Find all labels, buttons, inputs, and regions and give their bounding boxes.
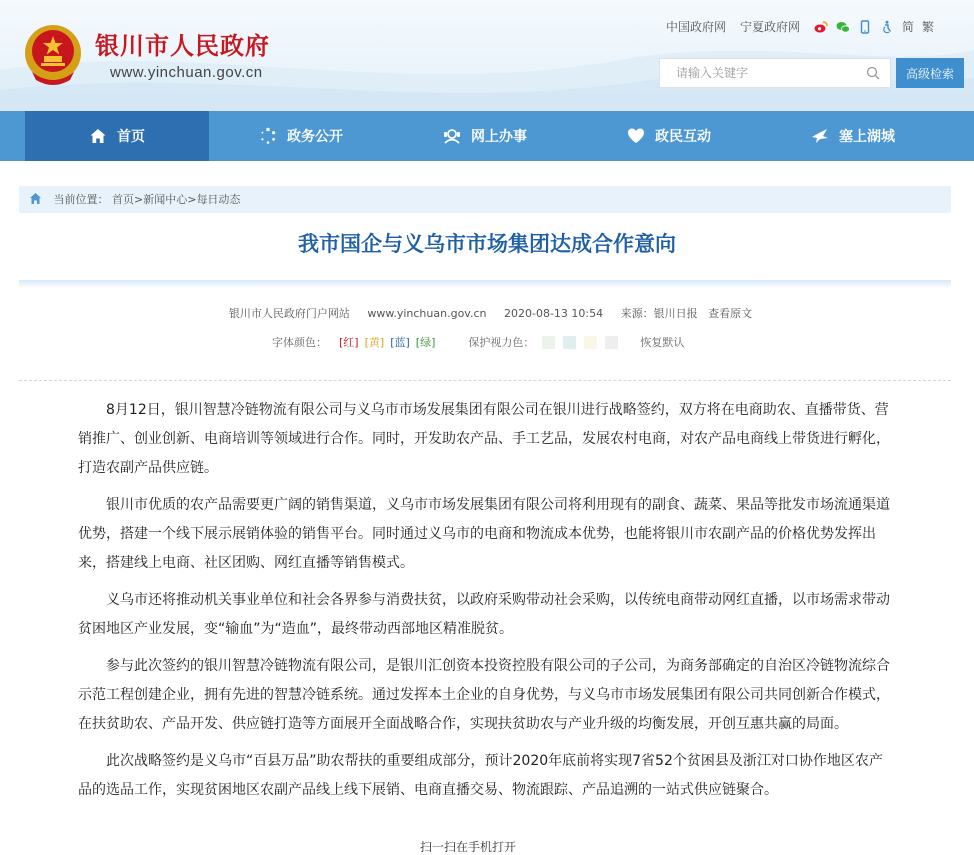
national-emblem-logo bbox=[22, 22, 84, 88]
article-paragraph: 8月12日，银川智慧冷链物流有限公司与义乌市市场发展集团有限公司在银川进行战略签约，双方将在电商助农、直播带货、营销推广、创业创新、电商培训等领域进行合作。同时，开发助农产品、手工艺品，发展农村电商，对农产品电商线上带货进行孵化，打造农副产品供应链。 bbox=[78, 402, 890, 476]
top-links bbox=[666, 18, 934, 35]
reset-default-link[interactable]: 恢复默认 bbox=[640, 336, 685, 349]
font-color-label: 字体颜色： bbox=[272, 336, 327, 349]
accessibility-icon[interactable] bbox=[880, 20, 894, 34]
location-home-icon bbox=[29, 192, 42, 205]
search-input[interactable] bbox=[660, 59, 866, 87]
nav-item-label: 政民互动 bbox=[655, 129, 711, 145]
eye-swatch-cream[interactable] bbox=[584, 336, 597, 349]
title-underline bbox=[19, 280, 951, 288]
site-header bbox=[0, 0, 974, 111]
nav-item-interaction[interactable] bbox=[577, 111, 761, 161]
breadcrumb bbox=[19, 186, 951, 213]
breadcrumb-prefix: 当前位置： bbox=[53, 193, 109, 206]
article-paragraph: 参与此次签约的银川智慧冷链物流有限公司，是银川汇创资本投资控股有限公司的子公司，为商务部确定的自治区冷链物流综合示范工程创建企业，拥有先进的智慧冷链系统。通过发挥本土企业的自身优势，与义乌市市场发展集团有限公司共同创新合作模式，在扶贫助农、产品开发、供应链打造等方面展开全面战略合作，实现扶贫助农与产业升级的均衡发展，开创互惠共赢的局面。 bbox=[78, 658, 890, 732]
heart-hands-icon bbox=[627, 127, 645, 145]
breadcrumb-news-center[interactable]: 新闻中心 bbox=[143, 193, 188, 206]
nav-item-label: 塞上湖城 bbox=[839, 129, 895, 145]
meta-url: www.yinchuan.gov.cn bbox=[367, 307, 487, 320]
search-icon[interactable] bbox=[866, 66, 880, 80]
nav-item-open-government[interactable] bbox=[209, 111, 393, 161]
lang-traditional[interactable]: 繁 bbox=[921, 20, 934, 34]
meta-datetime: 2020-08-13 10:54 bbox=[503, 307, 604, 320]
font-color-blue[interactable]: [蓝] bbox=[390, 336, 410, 349]
nav-item-online-service[interactable] bbox=[393, 111, 577, 161]
font-color-yellow[interactable]: [黄] bbox=[364, 336, 385, 349]
link-china-gov[interactable]: 中国政府网 bbox=[665, 20, 726, 34]
eye-swatch-green[interactable] bbox=[542, 336, 555, 349]
dots-ring-icon bbox=[259, 127, 277, 145]
view-original-link[interactable]: 查看原文 bbox=[708, 307, 753, 320]
nav-item-label: 政务公开 bbox=[287, 129, 343, 145]
eye-protect-label: 保护视力色： bbox=[468, 336, 535, 349]
breadcrumb-daily-news[interactable]: 每日动态 bbox=[196, 193, 241, 206]
nav-item-label: 网上办事 bbox=[471, 129, 527, 145]
font-color-green[interactable]: [绿] bbox=[415, 336, 436, 349]
bird-icon bbox=[811, 127, 829, 145]
search-box bbox=[659, 58, 891, 88]
article-body bbox=[78, 396, 894, 813]
lang-simplified[interactable]: 简 bbox=[901, 20, 914, 34]
nav-item-home[interactable] bbox=[25, 111, 209, 161]
scan-qr-note[interactable]: 扫一扫在手机打开 bbox=[420, 840, 517, 854]
article-title: 我市国企与义乌市市场集团达成合作意向 bbox=[298, 232, 676, 256]
meta-publisher: 银川市人民政府门户网站 bbox=[228, 307, 350, 320]
nav-item-label: 首页 bbox=[117, 129, 145, 145]
breadcrumb-separator: > bbox=[134, 193, 144, 206]
breadcrumb-home[interactable]: 首页 bbox=[112, 193, 134, 206]
eye-swatch-gray[interactable] bbox=[605, 336, 618, 349]
breadcrumb-separator: > bbox=[187, 193, 197, 206]
home-icon bbox=[89, 127, 107, 145]
nav-item-lake-city[interactable] bbox=[761, 111, 945, 161]
service-icon bbox=[443, 127, 461, 145]
article-paragraph: 银川市优质的农产品需要更广阔的销售渠道，义乌市市场发展集团有限公司将利用现有的副食、蔬菜、果品等批发市场流通渠道优势，搭建一个线下展示展销体验的销售平台。同时通过义乌市的电商和物流成本优势，也能将银川市农副产品的价格优势发挥出来，搭建线上电商、社区团购、网红直播等销售模式。 bbox=[78, 497, 890, 571]
advanced-search-button[interactable]: 高级检索 bbox=[896, 58, 964, 88]
main-nav bbox=[0, 111, 974, 161]
article-paragraph: 此次战略签约是义乌市“百县万品”助农帮扶的重要组成部分，预计2020年底前将实现7省52个贫困县及浙江对口协作地区农产品的选品工作，实现贫困地区农副产品线上线下展销、电商直播交易、物流跟踪、产品追溯的一站式供应链聚合。 bbox=[78, 753, 883, 798]
meta-source: 来源：银川日报 bbox=[620, 307, 698, 320]
article-paragraph: 义乌市还将推动机关事业单位和社会各界参与消费扶贫，以政府采购带动社会采购，以传统电商带动网红直播，以市场需求带动贫困地区产业发展，变“输血”为“造血”，最终带动西部地区精准脱贫。 bbox=[78, 592, 890, 637]
content-divider bbox=[19, 380, 951, 381]
reading-tools bbox=[272, 335, 684, 349]
site-title[interactable]: 银川市人民政府 bbox=[95, 31, 270, 60]
site-url: www.yinchuan.gov.cn bbox=[110, 64, 263, 81]
mobile-icon[interactable] bbox=[858, 20, 872, 34]
eye-swatch-cyan[interactable] bbox=[563, 336, 576, 349]
link-ningxia-gov[interactable]: 宁夏政府网 bbox=[739, 20, 800, 34]
weibo-icon[interactable] bbox=[814, 20, 828, 34]
font-color-red[interactable]: [红] bbox=[339, 336, 359, 349]
article-meta bbox=[0, 305, 974, 321]
wechat-icon[interactable] bbox=[836, 20, 850, 34]
